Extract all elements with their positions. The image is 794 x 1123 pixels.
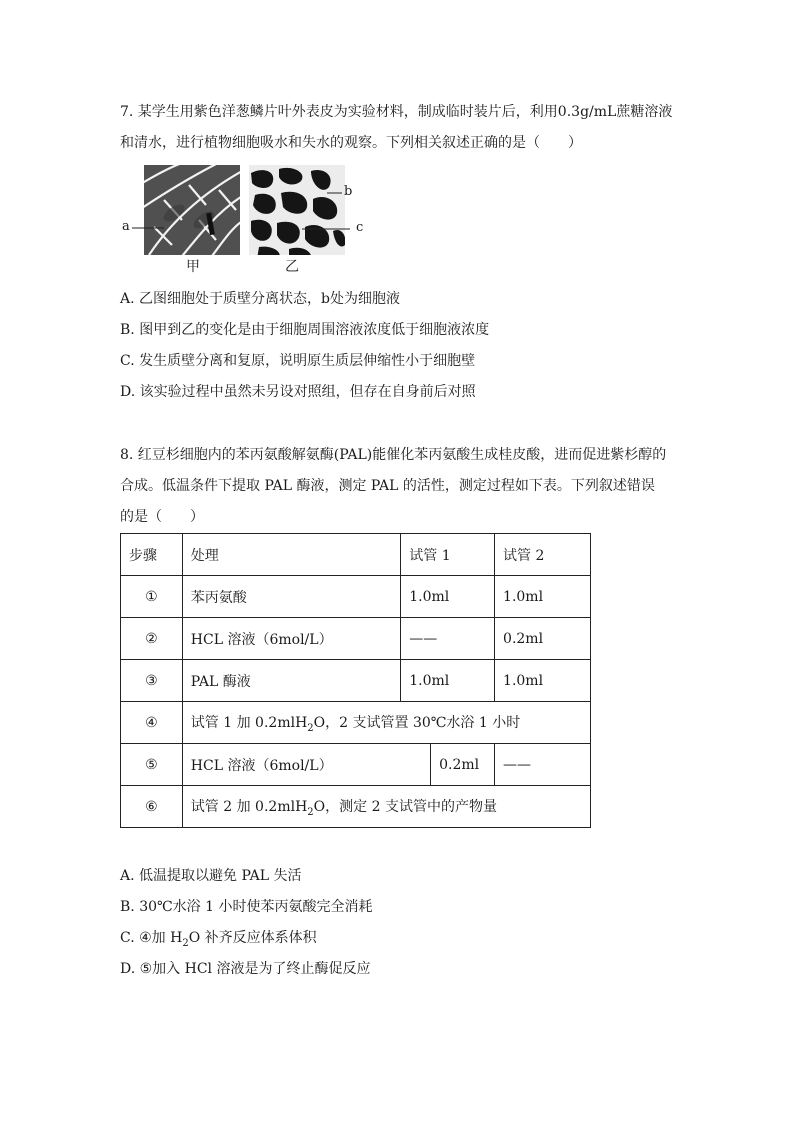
tube1-value: —— [401,618,495,660]
figure-leader-lines [120,165,380,280]
step-number: ② [121,618,183,660]
q8-stem-line2: 合成。低温条件下提取 PAL 酶液，测定 PAL 的活性，测定过程如下表。下列叙述错误 [120,478,655,494]
header-treatment: 处理 [182,534,400,576]
table-row [121,702,591,744]
step-treatment: 苯丙氨酸 [182,576,400,618]
table-row [121,576,591,618]
tube2-value: 1.0ml [495,576,591,618]
q8-stem-line1: 8. 红豆杉细胞内的苯丙氨酸解氨酶(PAL)能催化苯丙氨酸生成桂皮酸，进而促进紫杉醇的 [120,447,667,463]
q8-option-d: D. ⑤加入 HCl 溶液是为了终止酶促反应 [120,961,371,977]
q7-stem-line1: 7. 某学生用紫色洋葱鳞片叶外表皮为实验材料，制成临时装片后，利用0.3g/mL蔗糖溶液 [120,104,673,120]
step-number: ⑥ [121,786,183,828]
step-treatment: HCL 溶液（6mol/L） [182,744,430,786]
step-treatment-merged: 试管 1 加 0.2mlH$_2$O，2 支试管置 30℃水浴 1 小时 [182,702,590,744]
step-treatment-merged: 试管 2 加 0.2mlH$_2$O，测定 2 支试管中的产物量 [182,786,590,828]
tube2-value: —— [495,744,591,786]
step-number: ③ [121,660,183,702]
q8-option-a: A. 低温提取以避免 PAL 失活 [120,868,302,884]
q7-figure [120,165,380,280]
header-step: 步骤 [121,534,183,576]
q7-option-a: A. 乙图细胞处于质壁分离状态，b处为细胞液 [120,291,400,307]
tube1-value: 1.0ml [401,576,495,618]
q7-option-b: B. 图甲到乙的变化是由于细胞周围溶液浓度低于细胞液浓度 [120,322,490,338]
caption-jia: 甲 [186,259,200,275]
table-row [121,660,591,702]
table-row [121,618,591,660]
q7-option-d: D. 该实验过程中虽然未另设对照组，但存在自身前后对照 [120,384,476,400]
label-c: c [356,220,364,235]
q7-stem-line2: 和清水，进行植物细胞吸水和失水的观察。下列相关叙述正确的是（ ） [120,135,582,151]
tube2-value: 1.0ml [495,660,591,702]
tube1-value: 0.2ml [431,744,495,786]
table-row [121,786,591,828]
q8-stem-line3: 的是（ ） [120,509,204,525]
procedure-table [120,533,591,828]
caption-yi: 乙 [285,259,299,275]
tube1-value: 1.0ml [401,660,495,702]
tube2-value: 0.2ml [495,618,591,660]
step-number: ④ [121,702,183,744]
step-number: ① [121,576,183,618]
table-row [121,744,591,786]
q7-option-c: C. 发生质壁分离和复原，说明原生质层伸缩性小于细胞壁 [120,353,476,369]
table-header-row [121,534,591,576]
step-treatment: HCL 溶液（6mol/L） [182,618,400,660]
label-b: b [344,184,353,199]
q8-option-b: B. 30℃水浴 1 小时使苯丙氨酸完全消耗 [120,899,373,915]
step-treatment: PAL 酶液 [182,660,400,702]
header-tube1: 试管 1 [401,534,495,576]
label-a: a [122,219,130,234]
header-tube2: 试管 2 [495,534,591,576]
step-number: ⑤ [121,744,183,786]
q8-option-c: C. ④加 $H_2O$ 补齐反应体系体积 [120,930,317,949]
